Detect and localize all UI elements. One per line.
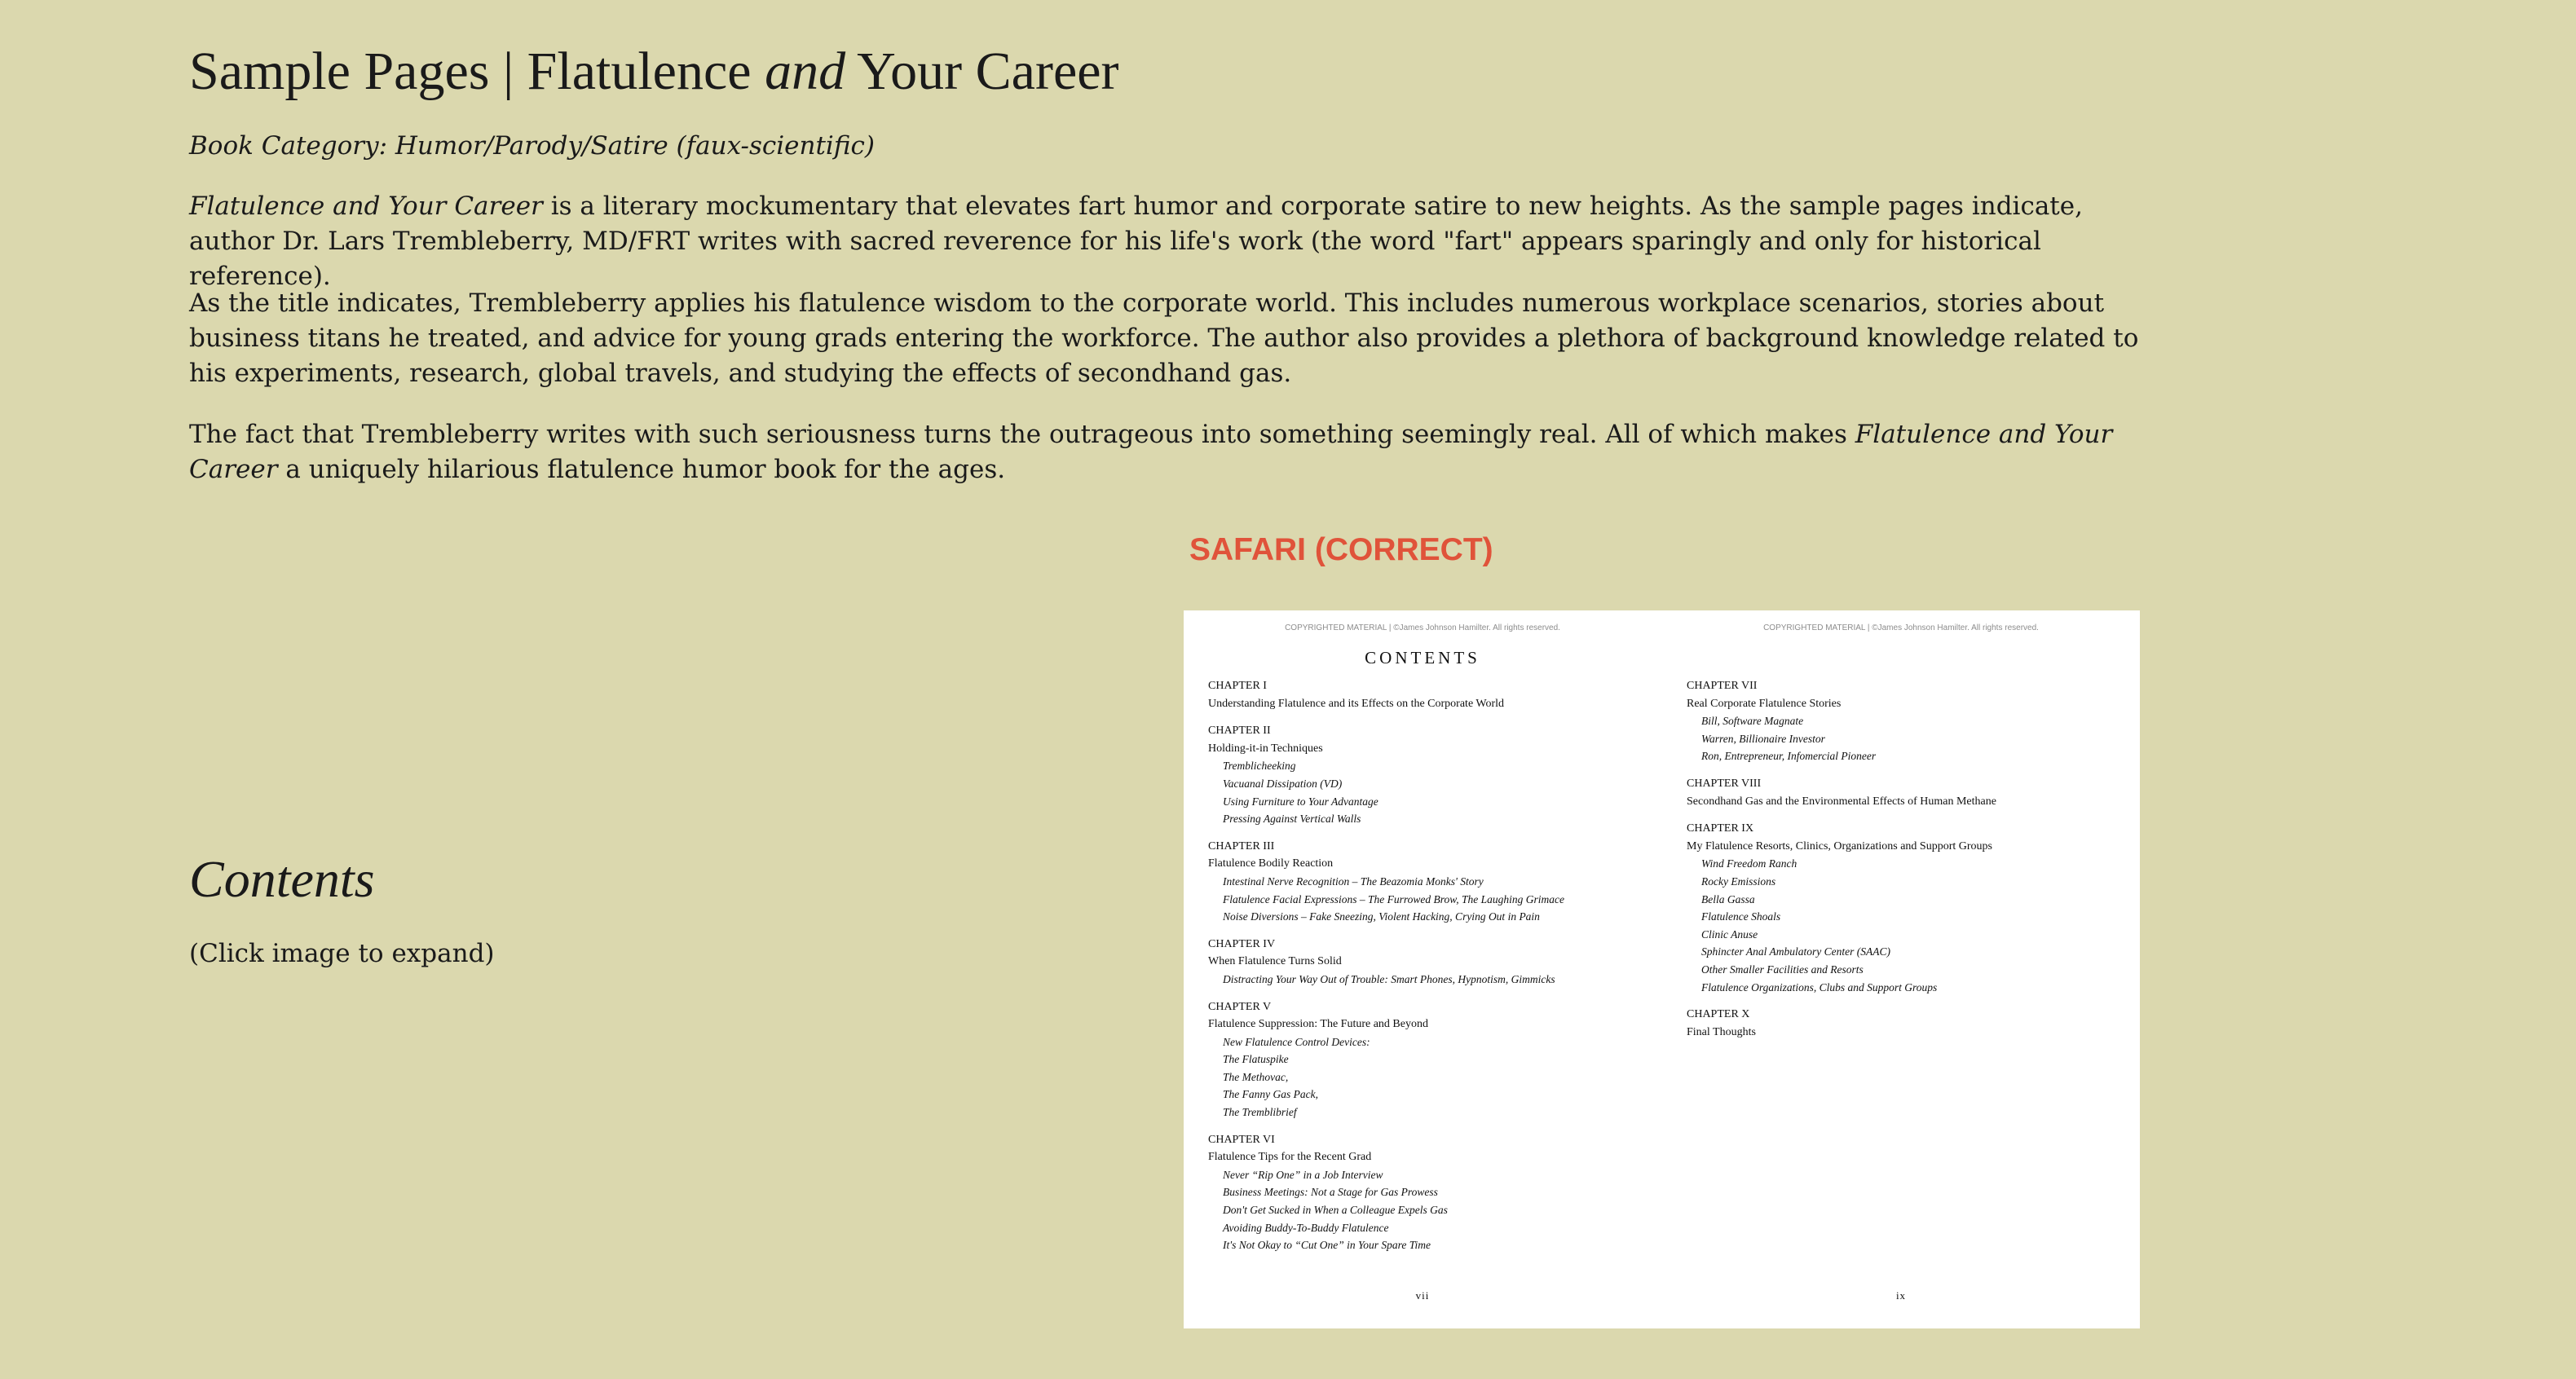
chapter-section: Business Meetings: Not a Stage for Gas Prowess: [1223, 1186, 1438, 1199]
chapter-number: CHAPTER II: [1208, 725, 1271, 738]
chapter-section: Clinic Anuse: [1701, 927, 1758, 941]
page-number: ix: [1895, 1289, 1907, 1302]
chapter-section: Bella Gassa: [1701, 892, 1755, 905]
chapter-section: Flatulence Facial Expressions – The Furrowed Brow, The Laughing Grimace: [1223, 892, 1564, 905]
contents-page-right: [1662, 610, 2140, 1328]
toc-chapter: [1687, 820, 2127, 996]
chapter-number: CHAPTER IX: [1687, 822, 1754, 835]
title-text-italic: and: [765, 42, 846, 101]
chapter-section: It's Not Okay to “Cut One” in Your Spare Time: [1223, 1239, 1431, 1252]
chapter-number: CHAPTER V: [1208, 1000, 1272, 1013]
chapter-title: Flatulence Bodily Reaction: [1208, 857, 1334, 870]
toc-chapter: [1208, 677, 1648, 712]
chapter-section: Ron, Entrepreneur, Infomercial Pioneer: [1701, 750, 1877, 763]
chapter-number: CHAPTER VI: [1208, 1133, 1275, 1146]
chapter-section: Distracting Your Way Out of Trouble: Smart Phones, Hypnotism, Gimmicks: [1223, 972, 1555, 985]
chapter-number: CHAPTER X: [1687, 1008, 1750, 1021]
copyright-notice: COPYRIGHTED MATERIAL | ©James Johnson Hamilter. All rights reserved.: [1763, 623, 2039, 632]
chapter-title: Flatulence Tips for the Recent Grad: [1208, 1151, 1372, 1164]
toc-chapter: [1208, 838, 1648, 926]
paragraph-text: a uniquely hilarious flatulence humor book for the ages.: [277, 455, 1006, 484]
chapter-number: CHAPTER IV: [1208, 937, 1276, 950]
chapter-section: The Methovac,: [1223, 1070, 1289, 1083]
toc-chapter: [1208, 1131, 1648, 1254]
chapter-title: Holding-it-in Techniques: [1208, 742, 1323, 755]
chapter-number: CHAPTER III: [1208, 839, 1275, 853]
chapter-section: Noise Diversions – Fake Sneezing, Violent Hacking, Crying Out in Pain: [1223, 910, 1540, 923]
chapter-number: CHAPTER VIII: [1687, 777, 1762, 790]
book-title-reference: Flatulence and Your Career: [189, 420, 2113, 484]
chapter-section: Rocky Emissions: [1701, 875, 1776, 888]
expand-instruction: (Click image to expand): [189, 939, 495, 968]
contents-sample-image[interactable]: [1184, 610, 2140, 1328]
contents-page-heading: CONTENTS: [1365, 648, 1480, 667]
chapter-section: New Flatulence Control Devices:: [1223, 1035, 1370, 1048]
book-category: Book Category: Humor/Parody/Satire (faux-scientific): [189, 131, 875, 161]
table-of-contents: [1208, 677, 1648, 1264]
chapter-number: CHAPTER I: [1208, 680, 1267, 692]
toc-chapter: [1208, 936, 1648, 989]
page-number: vii: [1415, 1289, 1430, 1302]
chapter-title: When Flatulence Turns Solid: [1208, 955, 1342, 968]
title-text-before: Sample Pages | Flatulence: [189, 42, 765, 101]
chapter-section: Using Furniture to Your Advantage: [1223, 795, 1378, 808]
chapter-section: Tremblicheeking: [1223, 760, 1296, 773]
chapter-title: Final Thoughts: [1687, 1025, 1756, 1038]
chapter-title: Real Corporate Flatulence Stories: [1687, 697, 1842, 710]
chapter-section: Don't Get Sucked in When a Colleague Expels Gas: [1223, 1204, 1448, 1217]
chapter-section: Other Smaller Facilities and Resorts: [1701, 963, 1864, 976]
contents-page-left: [1184, 610, 1661, 1328]
chapter-section: Wind Freedom Ranch: [1701, 857, 1797, 870]
page-title: [189, 33, 1119, 111]
chapter-section: Flatulence Organizations, Clubs and Support Groups: [1701, 980, 1938, 993]
chapter-title: Secondhand Gas and the Environmental Effects of Human Methane: [1687, 795, 1996, 808]
chapter-section: Sphincter Anal Ambulatory Center (SAAC): [1701, 945, 1890, 958]
chapter-section: Vacuanal Dissipation (VD): [1223, 777, 1343, 790]
chapter-section: Intestinal Nerve Recognition – The Beazomia Monks' Story: [1223, 875, 1484, 888]
toc-chapter: [1208, 998, 1648, 1121]
title-text-after: Your Career: [845, 42, 1119, 101]
toc-chapter: [1687, 775, 2127, 810]
toc-chapter: [1208, 722, 1648, 828]
safari-correct-label: SAFARI (CORRECT): [1189, 532, 1493, 567]
chapter-title: Flatulence Suppression: The Future and Beyond: [1208, 1018, 1428, 1031]
chapter-title: Understanding Flatulence and its Effects on the Corporate World: [1208, 697, 1505, 710]
table-of-contents: [1687, 677, 2127, 1051]
chapter-section: Avoiding Buddy-To-Buddy Flatulence: [1223, 1221, 1389, 1234]
chapter-section: Warren, Billionaire Investor: [1701, 732, 1825, 745]
book-title-reference: Flatulence and Your Career: [189, 192, 543, 221]
description-paragraph-2: As the title indicates, Trembleberry applies his flatulence wisdom to the corporate world. This includes numerous workplace scenarios, stories about business titans he treated, and advice for young grads entering the workforce. The author also provides a plethora of background knowledge related to his experiments, research, global travels, and studying the effects of secondhand gas.: [189, 289, 2139, 388]
paragraph-text: The fact that Trembleberry writes with such seriousness turns the outrageous into something seemingly real. All of which makes: [189, 420, 1855, 449]
toc-chapter: [1687, 1006, 2127, 1041]
chapter-section: Bill, Software Magnate: [1701, 715, 1804, 728]
chapter-title: My Flatulence Resorts, Clinics, Organizations and Support Groups: [1687, 839, 1992, 853]
chapter-section: The Flatuspike: [1223, 1053, 1289, 1066]
description-paragraph-1: [189, 189, 2170, 294]
chapter-section: Pressing Against Vertical Walls: [1223, 813, 1361, 826]
toc-chapter: [1687, 677, 2127, 765]
copyright-notice: COPYRIGHTED MATERIAL | ©James Johnson Hamilter. All rights reserved.: [1285, 623, 1560, 632]
chapter-section: The Fanny Gas Pack,: [1223, 1088, 1318, 1101]
chapter-section: Flatulence Shoals: [1701, 910, 1781, 923]
chapter-section: The Tremblibrief: [1223, 1106, 1297, 1119]
description-paragraph-3: [189, 417, 2170, 487]
chapter-section: Never “Rip One” in a Job Interview: [1223, 1168, 1383, 1181]
chapter-number: CHAPTER VII: [1687, 680, 1758, 692]
contents-heading: Contents: [189, 850, 375, 908]
paragraph-text: is a literary mockumentary that elevates fart humor and corporate satire to new heights. As the sample pages indicate, author Dr. Lars Trembleberry, MD/FRT writes with sacred reverence for his life's work (the word "fart" appears sparingly and only for historical reference).: [189, 192, 2083, 291]
